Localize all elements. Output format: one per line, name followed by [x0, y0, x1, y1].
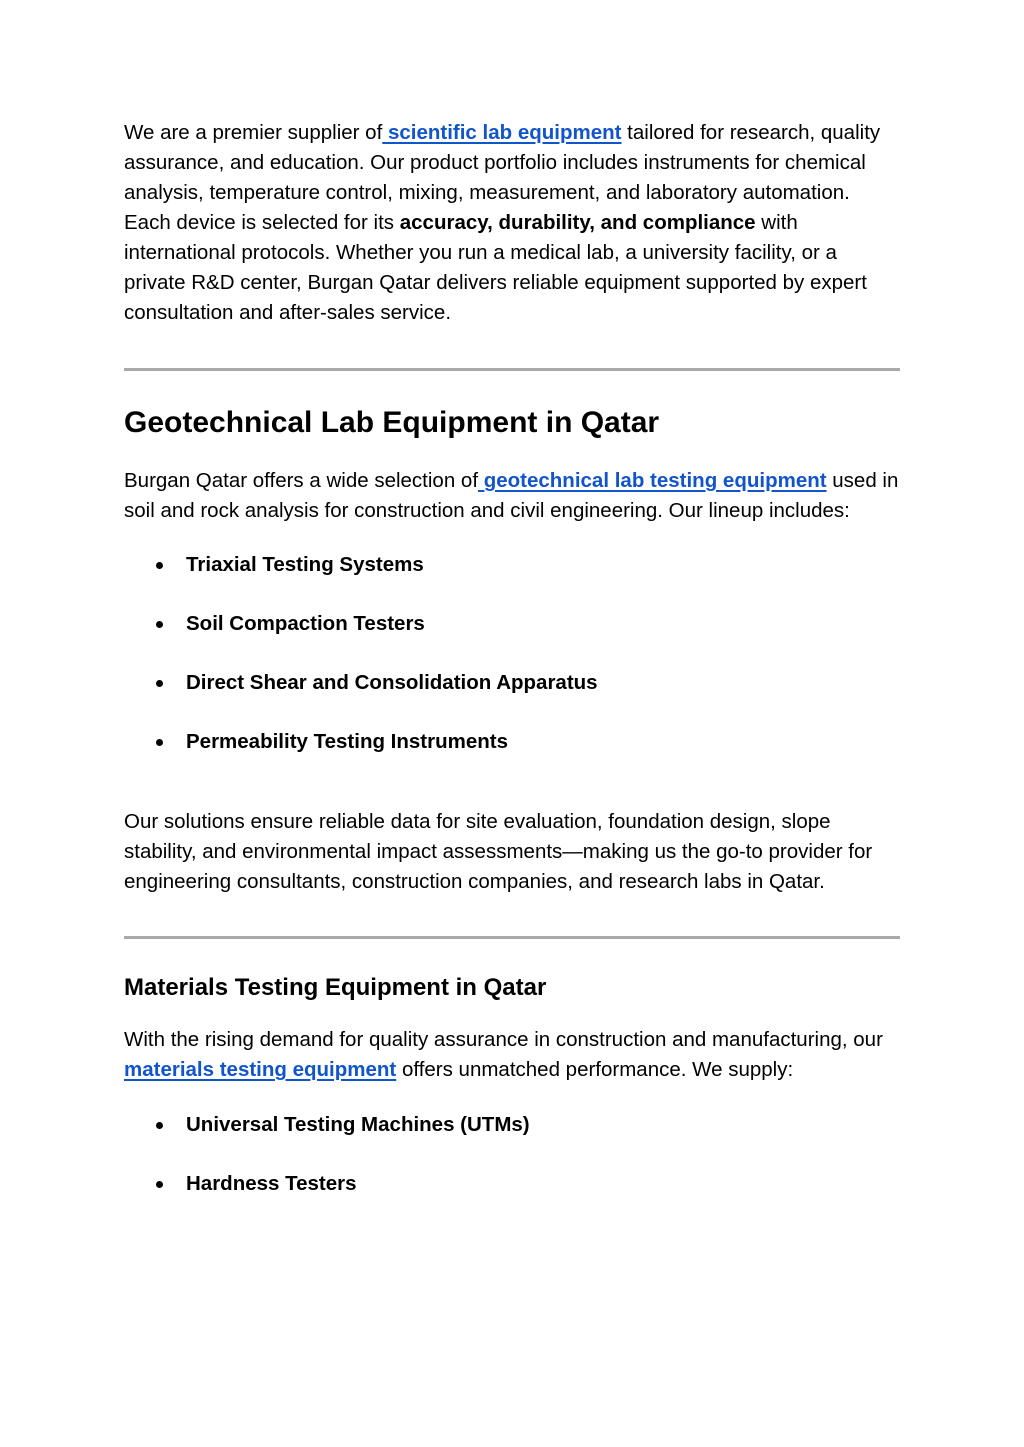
geotechnical-lab-testing-equipment-link[interactable]: geotechnical lab testing equipment [478, 469, 827, 492]
materials-heading: Materials Testing Equipment in Qatar [124, 974, 547, 1001]
geotechnical-heading: Geotechnical Lab Equipment in Qatar [124, 406, 660, 439]
intro-paragraph [124, 118, 900, 328]
materials-intro-paragraph [124, 1025, 900, 1085]
materials-intro-before-link: With the rising demand for quality assurance in construction and manufacturing, our [124, 1028, 883, 1051]
geotechnical-outro-paragraph: Our solutions ensure reliable data for site evaluation, foundation design, slope stability, and environmental impact assessments—making us the go-to provider for engineering consultants, construction companies, and research labs in Qatar. [124, 810, 873, 893]
materials-equipment-list [124, 1110, 900, 1199]
list-item: Soil Compaction Testers [124, 609, 900, 639]
geotechnical-equipment-list [124, 550, 900, 757]
intro-text-before-link: We are a premier supplier of [124, 121, 383, 144]
intro-text-after-bold: with international protocols. Whether you run a medical lab, a university facility, or a private R&D center, Burgan Qatar delivers reliable equipment supported by expert consultation and after-sales service. [124, 211, 867, 324]
scientific-lab-equipment-link[interactable]: scientific lab equipment [382, 121, 622, 144]
intro-text-after-link: tailored for research, quality assurance, and education. Our product portfolio includes instruments for chemical analysis, temperature control, mixing, measurement, and laboratory automation. Each device is selected for its [124, 121, 881, 234]
document-page [124, 118, 900, 1199]
intro-bold-text: accuracy, durability, and compliance [399, 211, 756, 234]
section-divider-2 [124, 936, 900, 939]
materials-intro-after-link: offers unmatched performance. We supply: [396, 1058, 794, 1081]
list-item: Triaxial Testing Systems [124, 550, 900, 580]
section-divider-1 [124, 368, 900, 371]
materials-testing-equipment-link[interactable]: materials testing equipment [124, 1058, 397, 1081]
list-item: Permeability Testing Instruments [124, 727, 900, 757]
list-item: Direct Shear and Consolidation Apparatus [124, 668, 900, 698]
geotechnical-intro-paragraph [124, 466, 900, 526]
geotechnical-intro-after-link: used in soil and rock analysis for construction and civil engineering. Our lineup includes: [124, 469, 899, 522]
geotechnical-intro-before-link: Burgan Qatar offers a wide selection of [124, 469, 479, 492]
list-item: Universal Testing Machines (UTMs) [124, 1110, 900, 1140]
list-item: Hardness Testers [124, 1169, 900, 1199]
